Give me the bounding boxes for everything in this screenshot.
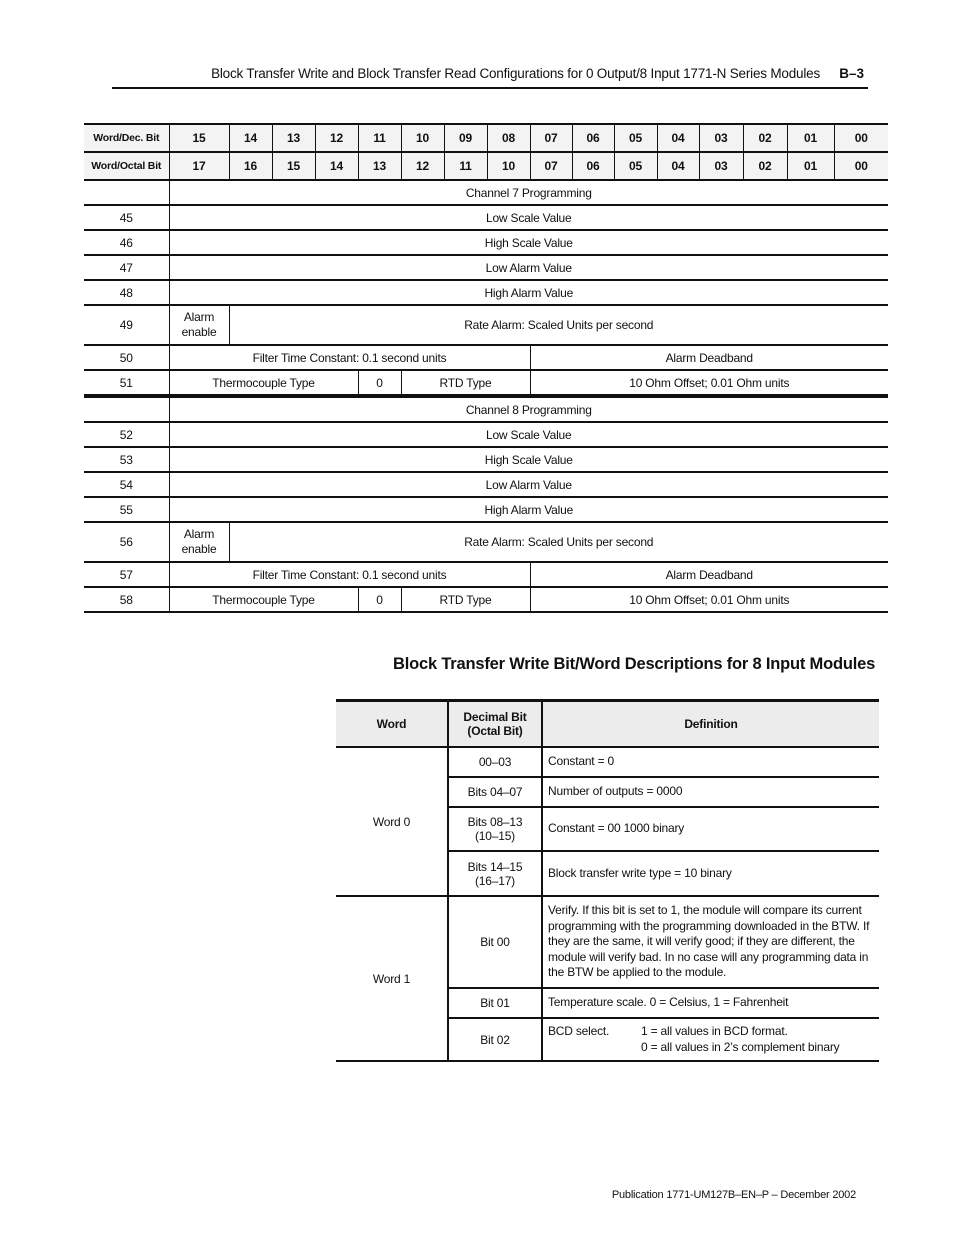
ohm-offset: 10 Ohm Offset; 0.01 Ohm units — [530, 587, 888, 612]
octal-bit: 00 — [834, 152, 888, 180]
alarm-enable-line1: Alarm — [183, 310, 215, 324]
bit-line1: Bits 14–15 — [467, 859, 523, 874]
bcd-option-1: 1 = all values in BCD format. — [641, 1024, 788, 1038]
low-alarm-value: Low Alarm Value — [169, 472, 888, 497]
table-row — [84, 587, 888, 612]
descriptions-title: Block Transfer Write Bit/Word Descriptions for 8 Input Modules — [393, 655, 876, 673]
definition-header: Definition — [542, 701, 879, 748]
bit-line2: (10–15) — [475, 829, 515, 843]
table-row — [84, 497, 888, 522]
page-number: B–3 — [839, 66, 864, 81]
word-number: 52 — [84, 422, 169, 447]
word-number: 45 — [84, 205, 169, 230]
octal-bit: 13 — [358, 152, 401, 180]
alarm-deadband: Alarm Deadband — [530, 345, 888, 370]
thermocouple-type: Thermocouple Type — [169, 587, 358, 612]
dec-bit: 03 — [699, 124, 743, 152]
table-row — [84, 230, 888, 255]
rate-alarm: Rate Alarm: Scaled Units per second — [229, 522, 888, 562]
octal-bit: 02 — [743, 152, 787, 180]
definition-cell: Constant = 00 1000 binary — [542, 807, 879, 851]
octal-bit: 16 — [229, 152, 272, 180]
dec-bit: 02 — [743, 124, 787, 152]
dec-bit: 14 — [229, 124, 272, 152]
dec-bit: 12 — [315, 124, 358, 152]
channel-7-title-row — [84, 180, 888, 205]
bcd-line1 — [548, 1024, 874, 1040]
dec-bit: 07 — [530, 124, 572, 152]
thermocouple-type: Thermocouple Type — [169, 370, 358, 396]
octal-bit: 12 — [401, 152, 444, 180]
channel-8-title: Channel 8 Programming — [169, 396, 888, 422]
octal-bit: 17 — [169, 152, 229, 180]
bit-cell — [448, 851, 542, 896]
publication-footer: Publication 1771-UM127B–EN–P – December 2002 — [611, 1189, 856, 1201]
dec-bit: 01 — [787, 124, 834, 152]
bit-header-line1: Decimal Bit — [463, 710, 527, 724]
octal-bit-label: Word/Octal Bit — [84, 152, 169, 180]
alarm-deadband: Alarm Deadband — [530, 562, 888, 587]
table-row — [84, 255, 888, 280]
octal-bit: 11 — [444, 152, 487, 180]
descriptions-header-row — [336, 701, 879, 748]
dec-bit: 10 — [401, 124, 444, 152]
dec-bit-label: Word/Dec. Bit — [84, 124, 169, 152]
rtd-type: RTD Type — [401, 587, 530, 612]
definition-cell — [542, 1018, 879, 1061]
table-row — [84, 447, 888, 472]
bcd-spacer — [548, 1040, 641, 1056]
table-row — [84, 522, 888, 562]
bit-cell: Bits 04–07 — [448, 777, 542, 807]
decimal-bit-header-row — [84, 124, 888, 152]
table-row — [84, 562, 888, 587]
bit-line2: (16–17) — [475, 873, 515, 888]
ohm-offset: 10 Ohm Offset; 0.01 Ohm units — [530, 370, 888, 396]
dec-bit: 04 — [657, 124, 699, 152]
page-header-title: Block Transfer Write and Block Transfer Read Configurations for 0 Output/8 Input 1771-N Series Modules — [211, 66, 820, 81]
table-row — [84, 205, 888, 230]
word-number: 48 — [84, 280, 169, 305]
dec-bit: 05 — [614, 124, 657, 152]
bit-cell — [448, 807, 542, 851]
word-number: 58 — [84, 587, 169, 612]
register-map-table — [84, 123, 888, 613]
dec-bit: 13 — [272, 124, 315, 152]
descriptions-table — [336, 699, 879, 1062]
word-number: 47 — [84, 255, 169, 280]
table-row — [84, 472, 888, 497]
definition-cell: Constant = 0 — [542, 747, 879, 777]
filter-time-constant: Filter Time Constant: 0.1 second units — [169, 345, 530, 370]
table-row — [84, 345, 888, 370]
high-alarm-value: High Alarm Value — [169, 497, 888, 522]
octal-bit: 06 — [572, 152, 614, 180]
zero-bit: 0 — [358, 370, 401, 396]
word-cell — [84, 180, 169, 205]
word-number: 46 — [84, 230, 169, 255]
table-row — [336, 747, 879, 777]
dec-bit: 08 — [487, 124, 530, 152]
dec-bit: 09 — [444, 124, 487, 152]
word-number: 51 — [84, 370, 169, 396]
high-scale-value: High Scale Value — [169, 447, 888, 472]
dec-bit: 11 — [358, 124, 401, 152]
word-cell — [84, 396, 169, 422]
word-number: 53 — [84, 447, 169, 472]
rate-alarm: Rate Alarm: Scaled Units per second — [229, 305, 888, 345]
filter-time-constant: Filter Time Constant: 0.1 second units — [169, 562, 530, 587]
octal-bit: 14 — [315, 152, 358, 180]
word-1-label: Word 1 — [336, 896, 448, 1061]
alarm-enable — [169, 305, 229, 345]
low-alarm-value: Low Alarm Value — [169, 255, 888, 280]
table-row — [336, 896, 879, 988]
low-scale-value: Low Scale Value — [169, 422, 888, 447]
word-number: 55 — [84, 497, 169, 522]
table-row — [84, 422, 888, 447]
definition-cell: Verify. If this bit is set to 1, the module will compare its current programming with the programming downloaded in the BTW. If they are the same, it will verify good; if they are different, the module will verify bad. In no case will any programming data in the BTW be applied to the module. — [542, 896, 879, 988]
octal-bit: 05 — [614, 152, 657, 180]
channel-8-title-row — [84, 396, 888, 422]
bit-line1: Bits 08–13 — [467, 815, 523, 829]
definition-cell: Temperature scale. 0 = Celsius, 1 = Fahrenheit — [542, 988, 879, 1018]
word-header: Word — [336, 701, 448, 748]
octal-bit: 15 — [272, 152, 315, 180]
alarm-enable-line2: enable — [181, 325, 217, 339]
table-row — [84, 305, 888, 345]
bit-header — [448, 701, 542, 748]
word-number: 57 — [84, 562, 169, 587]
octal-bit-header-row — [84, 152, 888, 180]
bit-cell: Bit 01 — [448, 988, 542, 1018]
high-alarm-value: High Alarm Value — [169, 280, 888, 305]
low-scale-value: Low Scale Value — [169, 205, 888, 230]
word-number: 56 — [84, 522, 169, 562]
rtd-type: RTD Type — [401, 370, 530, 396]
octal-bit: 04 — [657, 152, 699, 180]
dec-bit: 06 — [572, 124, 614, 152]
channel-7-title: Channel 7 Programming — [169, 180, 888, 205]
word-number: 54 — [84, 472, 169, 497]
word-number: 49 — [84, 305, 169, 345]
high-scale-value: High Scale Value — [169, 230, 888, 255]
word-0-label: Word 0 — [336, 747, 448, 896]
definition-cell: Number of outputs = 0000 — [542, 777, 879, 807]
bit-cell: Bit 02 — [448, 1018, 542, 1061]
definition-cell: Block transfer write type = 10 binary — [542, 851, 879, 896]
bit-cell: 00–03 — [448, 747, 542, 777]
alarm-enable — [169, 522, 229, 562]
octal-bit: 01 — [787, 152, 834, 180]
bit-cell: Bit 00 — [448, 896, 542, 988]
bit-header-line2: (Octal Bit) — [467, 724, 523, 738]
octal-bit: 10 — [487, 152, 530, 180]
octal-bit: 03 — [699, 152, 743, 180]
dec-bit: 00 — [834, 124, 888, 152]
table-row — [84, 370, 888, 396]
dec-bit: 15 — [169, 124, 229, 152]
table-row — [84, 280, 888, 305]
page-header — [112, 66, 868, 89]
alarm-enable-line1: Alarm — [183, 527, 215, 541]
word-number: 50 — [84, 345, 169, 370]
bcd-label: BCD select. — [548, 1024, 610, 1038]
bcd-option-0: 0 = all values in 2’s complement binary — [641, 1039, 840, 1054]
zero-bit: 0 — [358, 587, 401, 612]
bcd-line2 — [548, 1040, 874, 1056]
alarm-enable-line2: enable — [181, 542, 217, 556]
octal-bit: 07 — [530, 152, 572, 180]
